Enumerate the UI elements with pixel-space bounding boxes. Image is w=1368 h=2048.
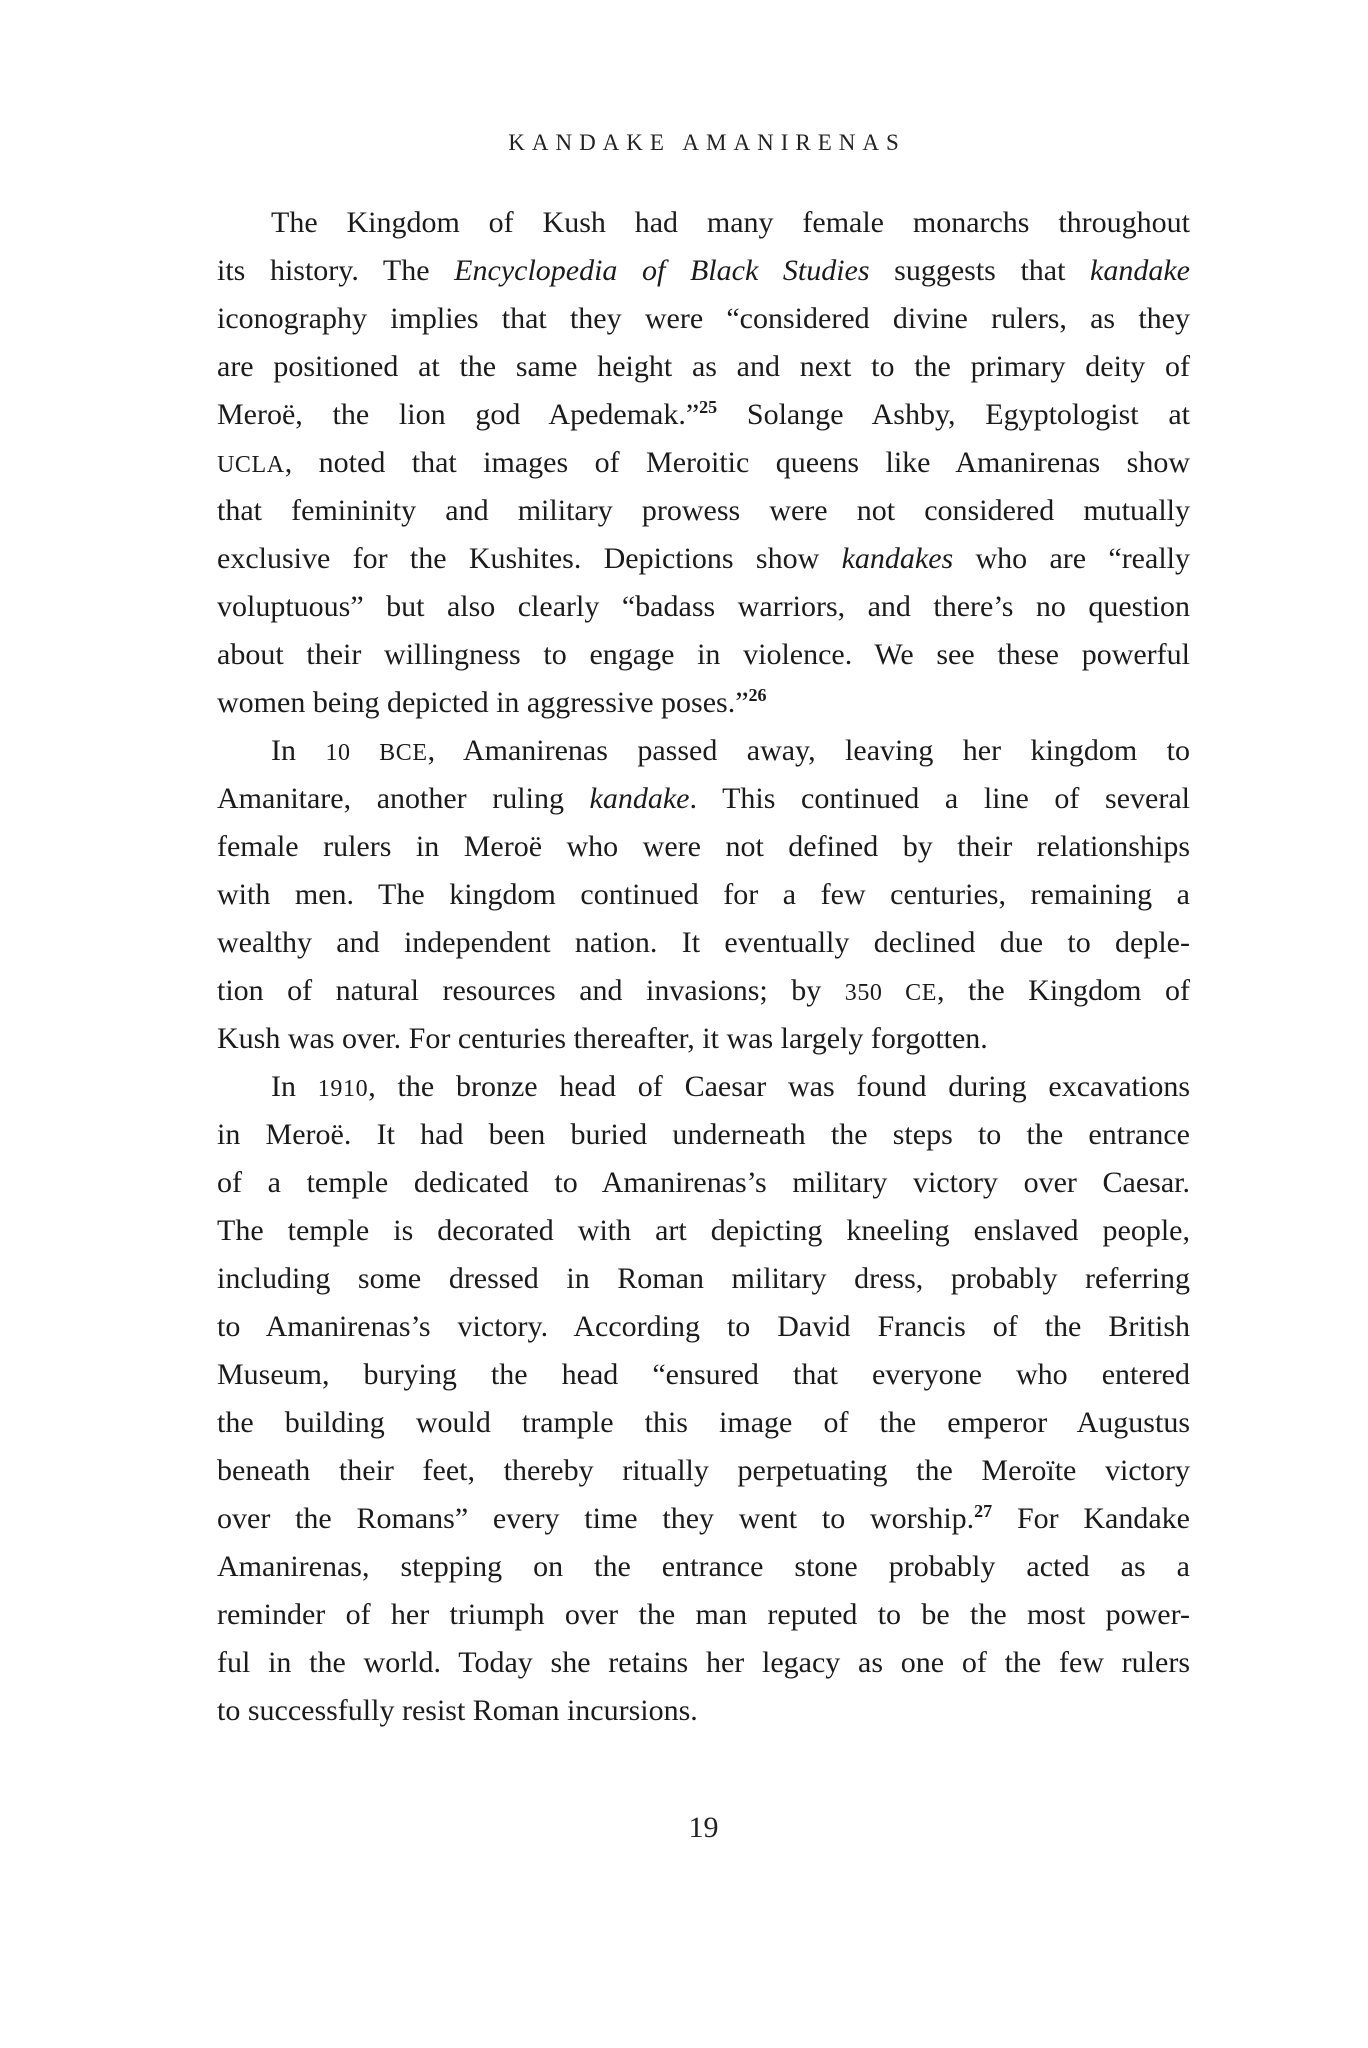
text-line bbox=[217, 919, 1190, 967]
text-line bbox=[217, 1207, 1190, 1255]
paragraph bbox=[217, 199, 1190, 727]
text-segment: 1910 bbox=[317, 1076, 369, 1102]
paragraph bbox=[217, 727, 1190, 1063]
text-segment: female rulers in Meroë who were not defined by their relationships bbox=[217, 830, 1190, 863]
text-segment: 350 CE bbox=[844, 980, 938, 1006]
text-segment: 10 BCE bbox=[325, 740, 428, 766]
text-segment: Meroë, the lion god Apedemak.” bbox=[217, 398, 700, 431]
text-segment: Amanitare, another ruling bbox=[217, 782, 590, 815]
text-segment: Encyclopedia of Black Studies bbox=[454, 254, 870, 287]
text-column bbox=[217, 131, 1190, 1845]
text-line bbox=[217, 1255, 1190, 1303]
text-segment: , noted that images of Meroitic queens like Amanirenas show bbox=[284, 446, 1190, 479]
page-number: 19 bbox=[688, 1811, 719, 1844]
text-segment: about their willingness to engage in violence. We see these powerful bbox=[217, 638, 1190, 671]
text-segment: of a temple dedicated to Amanirenas’s military victory over Caesar. bbox=[217, 1166, 1190, 1199]
text-line bbox=[217, 1687, 1190, 1735]
text-segment: are positioned at the same height as and next to the primary deity of bbox=[217, 350, 1190, 383]
text-line bbox=[217, 1351, 1190, 1399]
text-line bbox=[217, 247, 1190, 295]
text-segment: , the bronze head of Caesar was found during excavations bbox=[368, 1070, 1190, 1103]
text-segment: who are “really bbox=[953, 542, 1190, 575]
text-segment: , Amanirenas passed away, leaving her kingdom to bbox=[427, 734, 1190, 767]
text-segment: Kush was over. For centuries thereafter, it was largely forgotten. bbox=[217, 1022, 988, 1055]
text-line bbox=[217, 199, 1190, 247]
text-segment: suggests that bbox=[869, 254, 1091, 287]
text-line bbox=[217, 1159, 1190, 1207]
text-segment: including some dressed in Roman military dress, probably referring bbox=[217, 1262, 1190, 1295]
text-line bbox=[217, 487, 1190, 535]
text-line bbox=[217, 823, 1190, 871]
text-line bbox=[217, 1447, 1190, 1495]
text-line bbox=[217, 583, 1190, 631]
text-line bbox=[217, 391, 1190, 439]
text-line bbox=[217, 1399, 1190, 1447]
text-segment: ful in the world. Today she retains her legacy as one of the few rulers bbox=[217, 1646, 1190, 1679]
text-line bbox=[217, 1015, 1190, 1063]
text-segment: In bbox=[271, 734, 326, 767]
text-segment: over the Romans” every time they went to worship. bbox=[217, 1502, 975, 1535]
text-segment: kandake bbox=[589, 782, 690, 815]
text-line bbox=[217, 1495, 1190, 1543]
text-segment: For Kandake bbox=[992, 1502, 1190, 1535]
text-line bbox=[217, 871, 1190, 919]
footnote-reference: 26 bbox=[748, 685, 767, 705]
text-line bbox=[217, 679, 1190, 727]
text-segment: The Kingdom of Kush had many female monarchs throughout bbox=[271, 206, 1190, 239]
text-segment: tion of natural resources and invasions; by bbox=[217, 974, 845, 1007]
text-line bbox=[217, 727, 1190, 775]
text-line bbox=[217, 1111, 1190, 1159]
text-line bbox=[217, 1303, 1190, 1351]
text-segment: kandakes bbox=[841, 542, 954, 575]
text-line bbox=[217, 775, 1190, 823]
paragraph bbox=[217, 1063, 1190, 1735]
text-segment: its history. The bbox=[217, 254, 455, 287]
text-segment: kandake bbox=[1090, 254, 1190, 287]
text-segment: . This continued a line of several bbox=[689, 782, 1190, 815]
text-line bbox=[217, 1063, 1190, 1111]
text-segment: exclusive for the Kushites. Depictions show bbox=[217, 542, 842, 575]
text-line bbox=[217, 439, 1190, 487]
text-segment: the building would trample this image of the emperor Augustus bbox=[217, 1406, 1190, 1439]
text-segment: In bbox=[271, 1070, 318, 1103]
footnote-reference: 25 bbox=[699, 397, 718, 417]
text-segment: voluptuous” but also clearly “badass warriors, and there’s no question bbox=[217, 590, 1190, 623]
text-line bbox=[217, 1591, 1190, 1639]
text-segment: UCLA bbox=[217, 452, 285, 478]
text-segment: Amanirenas, stepping on the entrance stone probably acted as a bbox=[217, 1550, 1190, 1583]
running-header: KANDAKE AMANIRENAS bbox=[508, 130, 906, 155]
text-segment: women being depicted in aggressive poses.” bbox=[217, 686, 749, 719]
text-segment: in Meroë. It had been buried underneath the steps to the entrance bbox=[217, 1118, 1190, 1151]
text-segment: to Amanirenas’s victory. According to David Francis of the British bbox=[217, 1310, 1190, 1343]
text-segment: to successfully resist Roman incursions. bbox=[217, 1694, 698, 1727]
text-segment: Solange Ashby, Egyptologist at bbox=[717, 398, 1190, 431]
text-segment: Museum, burying the head “ensured that everyone who entered bbox=[217, 1358, 1190, 1391]
text-line bbox=[217, 343, 1190, 391]
text-line bbox=[217, 535, 1190, 583]
text-segment: reminder of her triumph over the man reputed to be the most power- bbox=[217, 1598, 1190, 1631]
text-line bbox=[217, 295, 1190, 343]
text-line bbox=[217, 631, 1190, 679]
text-segment: wealthy and independent nation. It eventually declined due to deple- bbox=[217, 926, 1190, 959]
text-segment: with men. The kingdom continued for a few centuries, remaining a bbox=[217, 878, 1190, 911]
text-segment: beneath their feet, thereby ritually perpetuating the Meroïte victory bbox=[217, 1454, 1190, 1487]
text-segment: The temple is decorated with art depicting kneeling enslaved people, bbox=[217, 1214, 1190, 1247]
text-segment: iconography implies that they were “considered divine rulers, as they bbox=[217, 302, 1190, 335]
footnote-reference: 27 bbox=[974, 1501, 993, 1521]
text-line bbox=[217, 1639, 1190, 1687]
text-line bbox=[217, 1543, 1190, 1591]
page-body bbox=[217, 199, 1190, 1735]
text-line bbox=[217, 967, 1190, 1015]
text-segment: that femininity and military prowess were not considered mutually bbox=[217, 494, 1190, 527]
text-segment: , the Kingdom of bbox=[937, 974, 1190, 1007]
